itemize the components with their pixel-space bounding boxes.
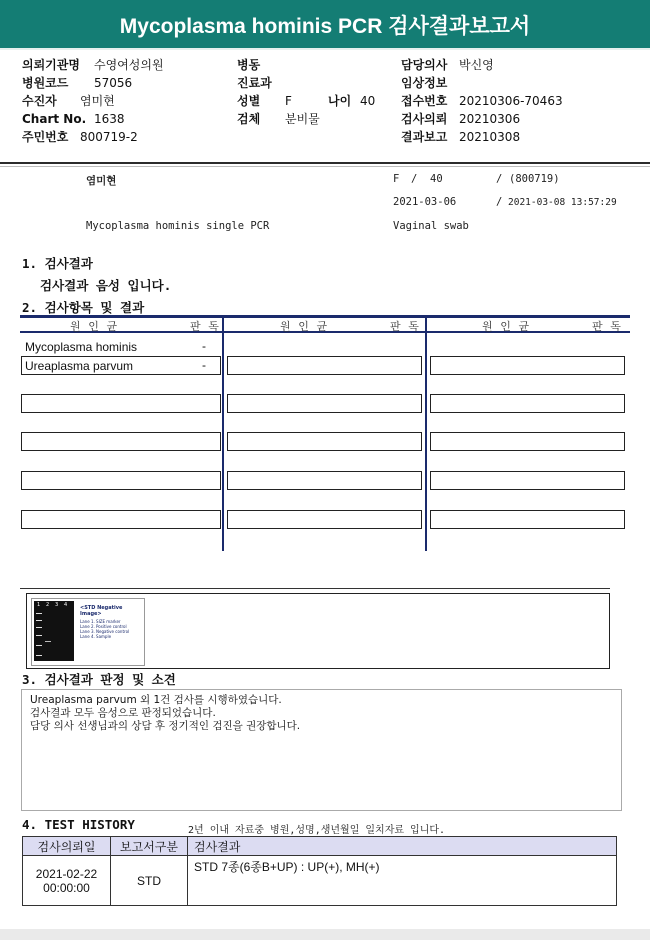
history-table <box>22 836 617 906</box>
info-row: 성별 F <box>237 94 292 108</box>
gel-image-frame <box>26 593 610 669</box>
result-row-box <box>227 356 422 375</box>
info-row: 의뢰기관명 수영여성의원 <box>22 58 164 72</box>
slash: / <box>496 173 503 185</box>
info-row: 검사의뢰 20210306 <box>401 112 521 126</box>
pathogen-name: Mycoplasma hominis <box>25 340 138 354</box>
result-row-box <box>227 432 422 451</box>
info-row: 병동 <box>237 58 261 72</box>
result-row-box <box>21 394 221 413</box>
section-2-title: 2. 검사항목 및 결과 <box>22 300 145 315</box>
gel-band <box>36 645 42 646</box>
gel-band <box>45 641 51 642</box>
result-row-box <box>430 432 625 451</box>
gel-band <box>36 635 42 636</box>
gel-band <box>36 627 42 628</box>
info-column-1 <box>22 56 164 146</box>
info-column-2 <box>237 56 320 128</box>
result-row-box <box>430 510 625 529</box>
result-row-box <box>430 356 625 375</box>
gel-divider <box>20 588 610 589</box>
section-4-title: 4. TEST HISTORY <box>22 817 135 832</box>
info-row: 임상정보 <box>401 76 448 90</box>
info-divider-thin <box>0 166 650 167</box>
info-row: 진료과 <box>237 76 272 90</box>
report-datetime: 2021-03-08 13:57:29 <box>508 197 617 208</box>
gel-image <box>31 598 145 666</box>
result-row-box <box>21 356 221 375</box>
col-header-result: 판 독 <box>592 320 622 333</box>
patient-sex: F <box>393 173 400 185</box>
result-row-box <box>21 432 221 451</box>
history-result-cell: STD 7종(6종B+UP) : UP(+), MH(+) <box>188 856 617 906</box>
slash: / <box>496 196 503 208</box>
info-row: 담당의사 박신영 <box>401 58 494 72</box>
result-row-box <box>21 510 221 529</box>
info-row: 주민번호 800719-2 <box>22 130 138 144</box>
opinion-box <box>21 689 622 811</box>
info-divider <box>0 162 650 164</box>
history-type-cell: STD <box>111 856 188 906</box>
history-header-row <box>23 837 617 856</box>
specimen-type: Vaginal swab <box>393 220 469 232</box>
info-column-3 <box>401 56 563 146</box>
slash: / <box>411 173 418 185</box>
info-row: 결과보고 20210308 <box>401 130 521 144</box>
pathogen-result: - <box>202 339 206 353</box>
col-header-pathogen: 원 인 균 <box>482 320 530 333</box>
patient-age: 40 <box>430 173 443 185</box>
result-row-box <box>227 394 422 413</box>
opinion-text: Ureaplasma parvum 외 1건 검사를 시행하였습니다. 검사결과 모두 음성으로 판정되었습니다. 담당 의사 선생님과의 상담 후 정기적인 검진을 권장합니다. <box>30 694 301 732</box>
gel-band <box>36 613 42 614</box>
result-row-box <box>227 510 422 529</box>
history-col-result: 검사결과 <box>188 837 617 856</box>
pathogen-name: Ureaplasma parvum <box>25 359 134 373</box>
result-row-box <box>430 394 625 413</box>
history-col-date: 검사의뢰일 <box>23 837 111 856</box>
history-col-type: 보고서구분 <box>111 837 188 856</box>
patient-id: (800719) <box>509 173 560 185</box>
info-row: 수진자 염미현 <box>22 94 115 108</box>
history-date-cell: 2021-02-22 00:00:00 <box>23 856 111 906</box>
gel-band <box>36 655 42 656</box>
section-1-title: 1. 검사결과 <box>22 256 93 271</box>
column-divider <box>222 318 224 551</box>
history-note: 2년 이내 자료중 병원,성명,생년월일 일치자료 입니다. <box>188 825 446 836</box>
result-row-box <box>227 471 422 490</box>
pathogen-result: - <box>202 358 206 372</box>
lane-label: 3 <box>55 602 59 608</box>
section-3-title: 3. 검사결과 판정 및 소견 <box>22 672 176 687</box>
lane-label: 2 <box>46 602 50 608</box>
info-row: Chart No. 1638 <box>22 112 125 126</box>
gel-legend: Lane 1. SIZE marker Lane 2. Positive control Lane 3. Negative control Lane 4. Sample <box>80 619 130 639</box>
info-row: 접수번호 20210306-70463 <box>401 94 563 108</box>
col-header-pathogen: 원 인 균 <box>70 320 118 333</box>
lane-label: 1 <box>37 602 41 608</box>
col-header-result: 판 독 <box>390 320 420 333</box>
lane-label: 4 <box>64 602 68 608</box>
gel-photo <box>34 601 74 661</box>
gel-band <box>36 620 42 621</box>
info-row: 검체 분비물 <box>237 112 320 126</box>
col-header-pathogen: 원 인 균 <box>280 320 328 333</box>
header-divider <box>0 48 650 50</box>
page-footer-bar <box>0 929 650 940</box>
col-header-result: 판 독 <box>190 320 220 333</box>
result-summary: 검사결과 음성 입니다. <box>40 278 172 293</box>
age-field: 나이 40 <box>328 94 376 108</box>
table-row <box>23 856 617 906</box>
test-name: Mycoplasma hominis single PCR <box>86 220 270 232</box>
info-row: 병원코드 57056 <box>22 76 133 90</box>
patient-name: 염미현 <box>86 175 117 187</box>
column-divider <box>425 318 427 551</box>
result-row-box <box>21 471 221 490</box>
result-row-box <box>430 471 625 490</box>
report-title: Mycoplasma hominis PCR 검사결과보고서 <box>0 0 650 48</box>
receipt-date: 2021-03-06 <box>393 196 457 208</box>
gel-title: <STD Negative Image> <box>80 605 123 617</box>
